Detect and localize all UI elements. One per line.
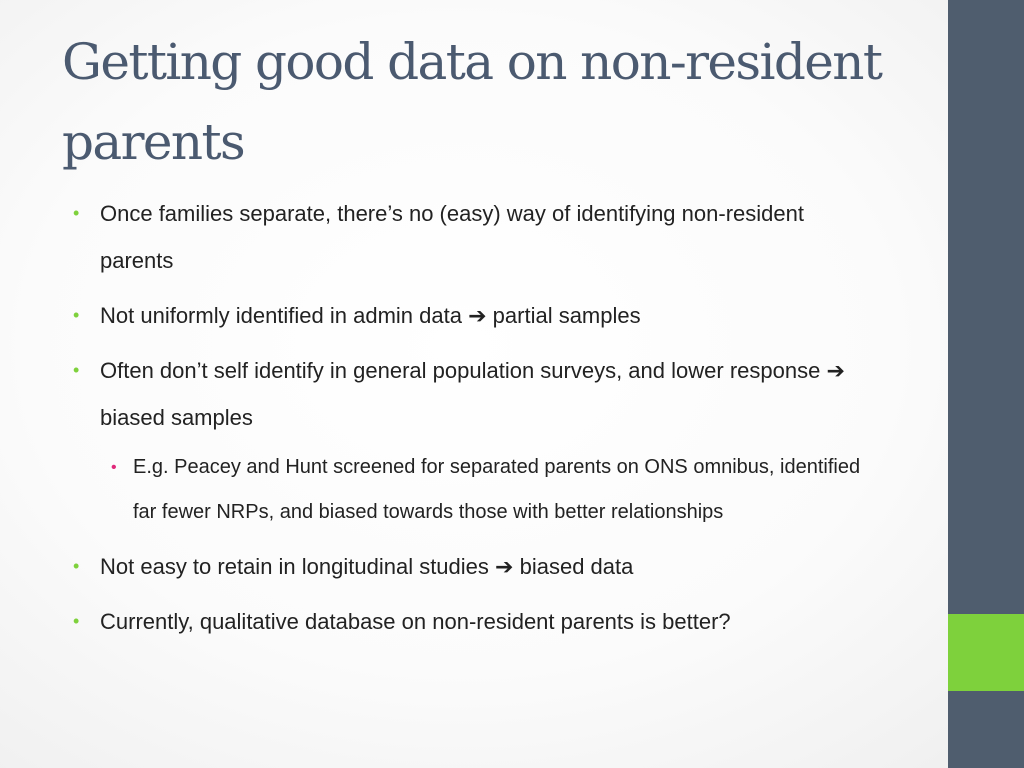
bullet-marker: • [73, 203, 80, 223]
bullet-text-result: biased samples [100, 405, 253, 430]
bullet-item [0, 347, 940, 441]
bullet-item [0, 598, 940, 645]
bullet-marker: • [73, 556, 80, 576]
bullet-text: Often don’t self identify in general population surveys, and lower response [100, 358, 821, 383]
arrow-icon: ➔ [468, 303, 487, 328]
bullet-marker: • [73, 360, 80, 380]
sub-bullet-text: E.g. Peacey and Hunt screened for separated parents on ONS omnibus, identified far fewer NRPs, and biased towards those with better relationships [133, 456, 861, 523]
bullet-item [0, 190, 940, 284]
sidebar-accent-block [948, 614, 1024, 691]
slide-title: Getting good data on non-resident parents [62, 33, 882, 171]
bullet-text: Once families separate, there’s no (easy) way of identifying non-resident parents [100, 201, 804, 273]
bullet-marker: • [73, 305, 80, 325]
sub-bullet-item [0, 445, 940, 535]
bullet-text: Currently, qualitative database on non-resident parents is better? [100, 609, 731, 634]
bullet-item [0, 543, 940, 590]
bullet-text-result: biased data [519, 554, 634, 579]
sub-bullet-marker: • [111, 459, 117, 476]
bullet-text-result: partial samples [492, 303, 641, 328]
bullet-marker: • [73, 611, 80, 631]
bullet-text: Not easy to retain in longitudinal studies [100, 554, 489, 579]
arrow-icon: ➔ [495, 554, 514, 579]
bullet-list [0, 190, 940, 653]
arrow-icon: ➔ [826, 358, 845, 383]
bullet-item [0, 292, 940, 339]
bullet-text: Not uniformly identified in admin data [100, 303, 462, 328]
